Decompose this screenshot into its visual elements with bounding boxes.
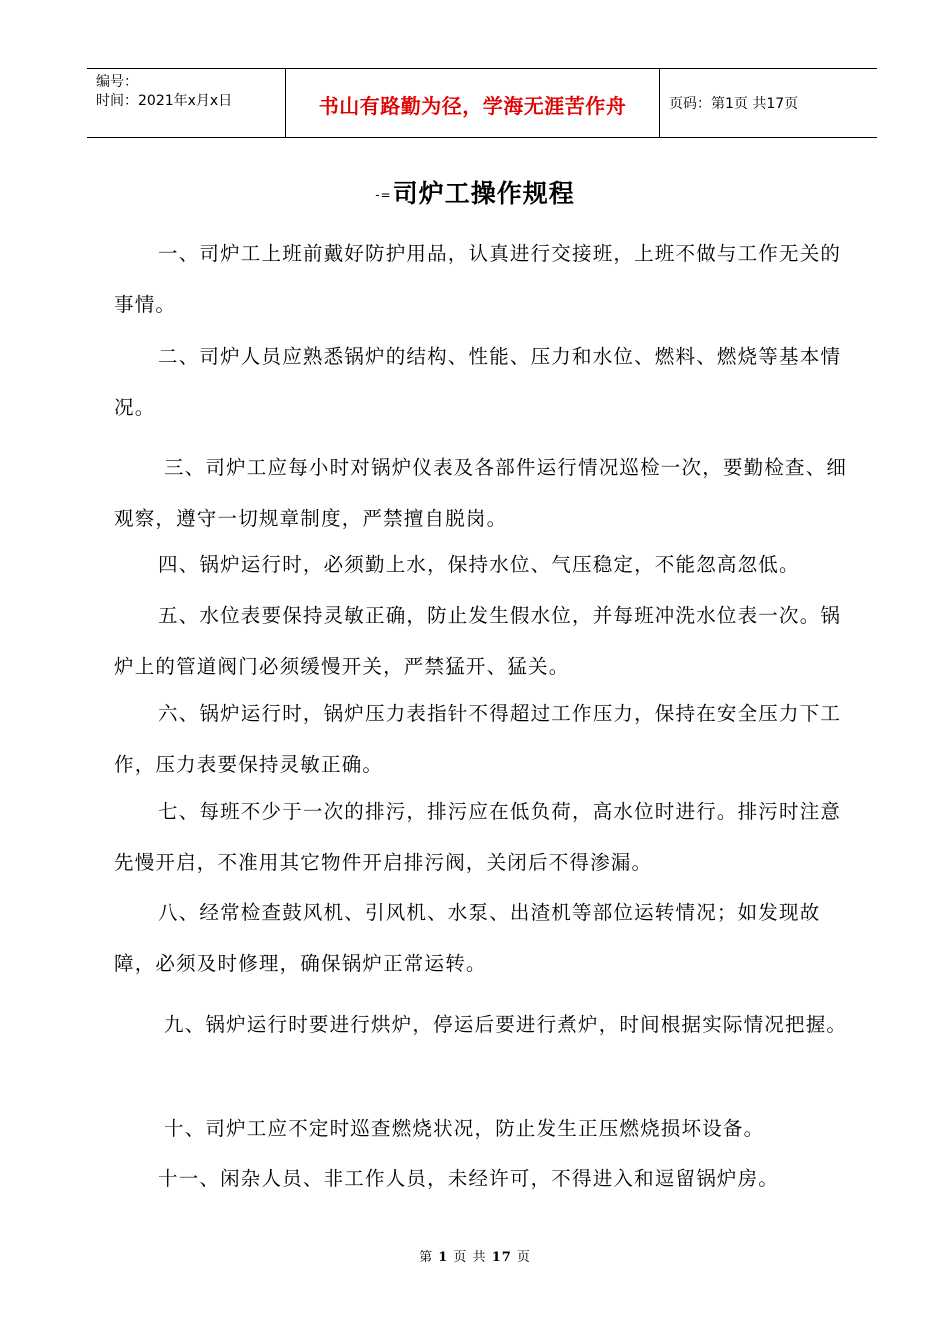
header-motto-cell <box>286 69 660 137</box>
title-prefix: -= <box>375 188 392 202</box>
footer-suffix: 页 <box>516 1250 531 1265</box>
paragraph-6: 六、锅炉运行时，锅炉压力表指针不得超过工作压力，保持在安全压力下工作，压力表要保持灵敏正确。 <box>114 702 842 776</box>
page-header <box>87 68 877 138</box>
header-meta-cell <box>87 69 286 137</box>
page-footer <box>0 1246 950 1265</box>
paragraph-1: 一、司炉工上班前戴好防护用品，认真进行交接班，上班不做与工作无关的事情。 <box>114 242 842 316</box>
paragraph-5: 五、水位表要保持灵敏正确，防止发生假水位，并每班冲洗水位表一次。锅炉上的管道阀门必须缓慢开关，严禁猛开、猛关。 <box>114 604 842 678</box>
paragraph-9: 九、锅炉运行时要进行烘炉，停运后要进行煮炉，时间根据实际情况把握。 <box>164 1013 848 1036</box>
header-page-cell <box>660 69 877 137</box>
paragraph-7: 七、每班不少于一次的排污，排污应在低负荷，高水位时进行。排污时注意先慢开启，不准用其它物件开启排污阀，关闭后不得渗漏。 <box>114 800 842 874</box>
document-title <box>0 174 950 210</box>
header-page-label: 页码：第1页 共17页 <box>669 96 799 112</box>
paragraph-11: 十一、闲杂人员、非工作人员，未经许可，不得进入和逗留锅炉房。 <box>158 1167 780 1190</box>
header-motto: 书山有路勤为径，学海无涯苦作舟 <box>318 93 627 118</box>
footer-total-pages: 17 <box>491 1250 512 1265</box>
document-number-label: 编号： <box>96 74 138 90</box>
title-text: 司炉工操作规程 <box>392 179 575 208</box>
paragraph-3: 三、司炉工应每小时对锅炉仪表及各部件运行情况巡检一次，要勤检查、细观察，遵守一切规章制度，严禁擅自脱岗。 <box>114 456 848 530</box>
paragraph-10: 十、司炉工应不定时巡查燃烧状况，防止发生正压燃烧损坏设备。 <box>164 1117 765 1140</box>
paragraph-8: 八、经常检查鼓风机、引风机、水泵、出渣机等部位运转情况；如发现故障，必须及时修理，确保锅炉正常运转。 <box>114 901 821 975</box>
footer-current-page: 1 <box>438 1250 449 1265</box>
footer-prefix: 第 <box>419 1250 434 1265</box>
document-time-label: 时间：2021年x月x日 <box>96 93 233 109</box>
paragraph-4: 四、锅炉运行时，必须勤上水，保持水位、气压稳定，不能忽高忽低。 <box>158 553 800 576</box>
footer-middle: 页 共 <box>453 1250 487 1265</box>
paragraph-2: 二、司炉人员应熟悉锅炉的结构、性能、压力和水位、燃料、燃烧等基本情况。 <box>114 345 842 419</box>
